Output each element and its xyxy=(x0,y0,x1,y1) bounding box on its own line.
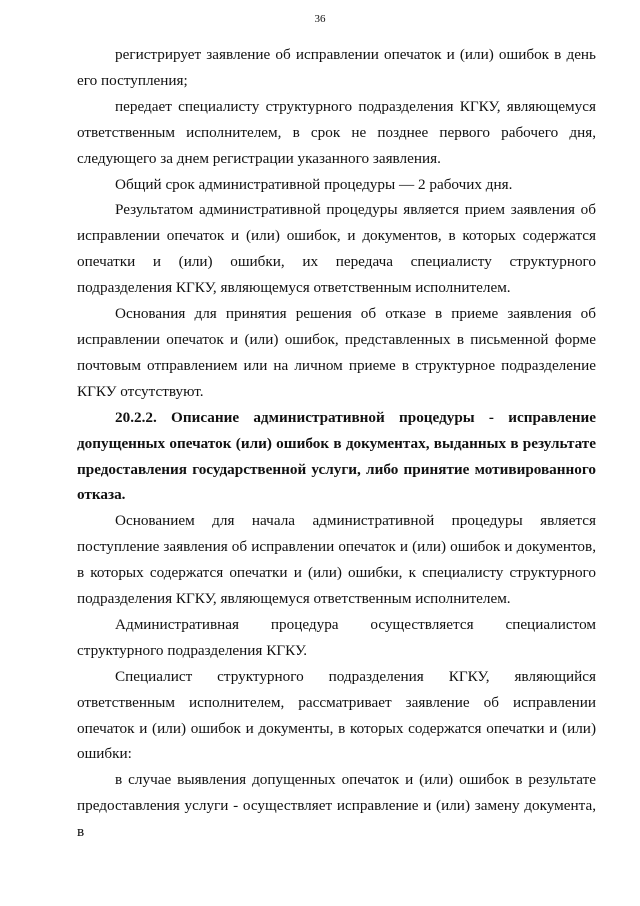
paragraph: Основанием для начала административной процедуры является поступление заявления об исправлении опечаток и (или) ошибок и документов, в которых содержатся опечатки и (или) ошибки, к специалисту структурного подразделения КГКУ, являющемуся ответственным исполнителем. xyxy=(77,512,596,608)
section-heading-paragraph: 20.2.2. Описание административной процедуры - исправление допущенных опечаток (или) ошибок в документах, выданных в результате предоставления государственной услуги, либо принятие мотивированного отказа. xyxy=(77,408,596,504)
paragraph: в случае выявления допущенных опечаток и (или) ошибок в результате предоставления услуги - осуществляет исправление и (или) замену документа, в xyxy=(77,771,596,841)
paragraph: Специалист структурного подразделения КГКУ, являющийся ответственным исполнителем, рассматривает заявление об исправлении опечаток и (или) ошибок и документы, в которых содержатся опечатки и (или) ошибки: xyxy=(77,667,596,763)
page-number: 36 xyxy=(314,13,326,25)
paragraph: Результатом административной процедуры является прием заявления об исправлении опечаток и (или) ошибок, и документов, в которых содержатся опечатки и (или) ошибки, их передача специалисту структурного подразделения КГКУ, являющемуся ответственным исполнителем. xyxy=(77,201,596,297)
paragraph: Основания для принятия решения об отказе в приеме заявления об исправлении опечаток и (или) ошибок, представленных в письменной форме почтовым отправлением или на личном приеме в структурное подразделение КГКУ отсутствуют. xyxy=(77,305,596,400)
paragraph: Общий срок административной процедуры — 2 рабочих дня. xyxy=(115,175,513,193)
document-body xyxy=(77,42,596,845)
paragraph: Административная процедура осуществляется специалистом структурного подразделения КГКУ. xyxy=(77,615,596,659)
paragraph: регистрирует заявление об исправлении опечаток и (или) ошибок в день его поступления; xyxy=(77,46,596,89)
paragraph: передает специалисту структурного подразделения КГКУ, являющемуся ответственным исполнителем, в срок не позднее первого рабочего дня, следующего за днем регистрации указанного заявления. xyxy=(77,97,596,167)
